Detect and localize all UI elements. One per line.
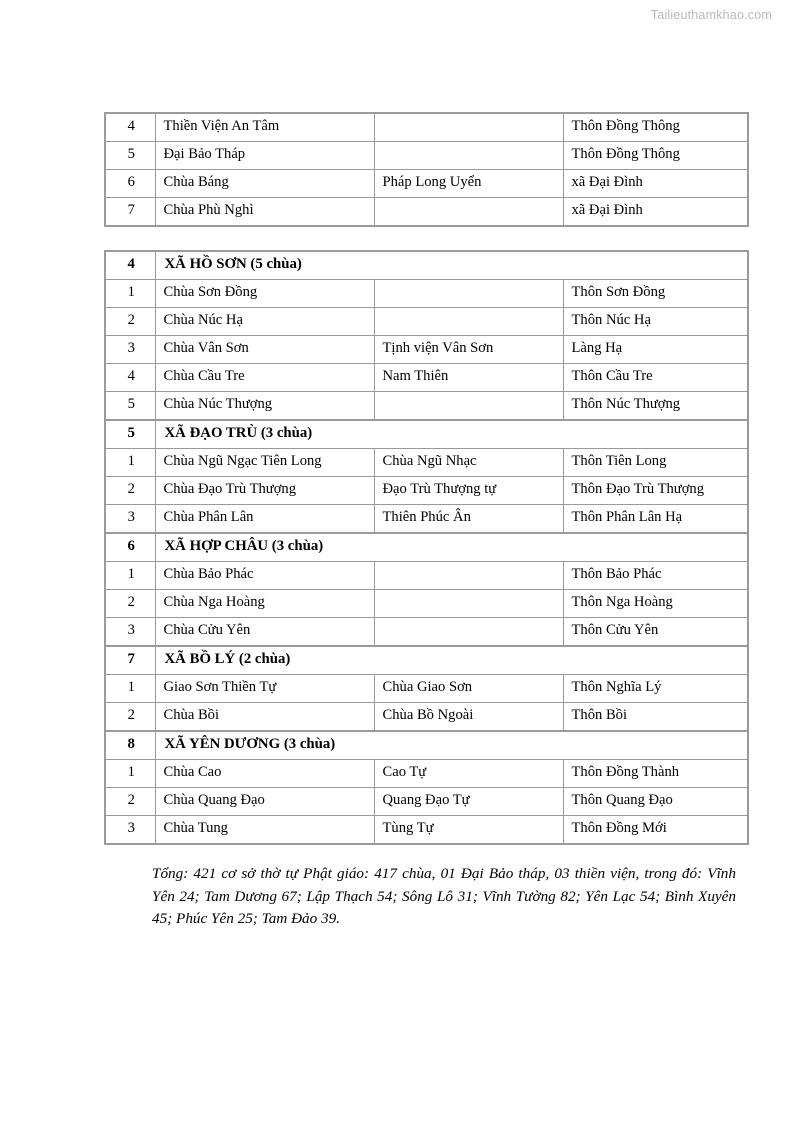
row-alt-name-cell: Chùa Ngũ Nhạc	[374, 449, 563, 477]
section-number-cell: 5	[105, 420, 155, 449]
row-index-cell: 3	[105, 618, 155, 647]
row-alt-name-cell: Chùa Giao Sơn	[374, 675, 563, 703]
table-row	[105, 816, 748, 845]
row-name-cell: Chùa Phù Nghì	[155, 198, 374, 227]
section-number-cell: 6	[105, 533, 155, 562]
continued-table	[104, 112, 749, 227]
table-row	[105, 142, 748, 170]
row-index-cell: 2	[105, 703, 155, 732]
row-location-cell: Thôn Núc Thượng	[563, 392, 748, 421]
row-name-cell: Chùa Tung	[155, 816, 374, 845]
table-sections-wrapper	[104, 250, 747, 845]
row-location-cell: Làng Hạ	[563, 336, 748, 364]
row-name-cell: Chùa Bồi	[155, 703, 374, 732]
row-location-cell: Thôn Bồi	[563, 703, 748, 732]
row-name-cell: Giao Sơn Thiền Tự	[155, 675, 374, 703]
row-location-cell: Thôn Phân Lân Hạ	[563, 505, 748, 534]
row-name-cell: Chùa Sơn Đồng	[155, 280, 374, 308]
row-name-cell: Chùa Núc Thượng	[155, 392, 374, 421]
row-alt-name-cell: Tùng Tự	[374, 816, 563, 845]
row-alt-name-cell	[374, 198, 563, 227]
row-index-cell: 2	[105, 788, 155, 816]
table-row	[105, 703, 748, 732]
row-index-cell: 5	[105, 142, 155, 170]
table-row	[105, 170, 748, 198]
row-location-cell: Thôn Núc Hạ	[563, 308, 748, 336]
row-index-cell: 6	[105, 170, 155, 198]
section-number-cell: 7	[105, 646, 155, 675]
row-alt-name-cell: Thiên Phúc Ân	[374, 505, 563, 534]
row-location-cell: xã Đại Đình	[563, 198, 748, 227]
row-location-cell: Thôn Bảo Phác	[563, 562, 748, 590]
row-location-cell: Thôn Nga Hoàng	[563, 590, 748, 618]
table-row	[105, 336, 748, 364]
table-row	[105, 113, 748, 142]
row-name-cell: Chùa Cao	[155, 760, 374, 788]
section-title-cell: XÃ HỢP CHÂU (3 chùa)	[155, 533, 748, 562]
row-location-cell: Thôn Sơn Đồng	[563, 280, 748, 308]
row-index-cell: 3	[105, 816, 155, 845]
row-index-cell: 4	[105, 113, 155, 142]
row-location-cell: Thôn Tiên Long	[563, 449, 748, 477]
row-index-cell: 1	[105, 562, 155, 590]
row-index-cell: 3	[105, 505, 155, 534]
row-location-cell: Thôn Đồng Thông	[563, 113, 748, 142]
row-alt-name-cell: Chùa Bồ Ngoài	[374, 703, 563, 732]
row-name-cell: Chùa Ngũ Ngạc Tiên Long	[155, 449, 374, 477]
section-title-cell: XÃ YÊN DƯƠNG (3 chùa)	[155, 731, 748, 760]
row-name-cell: Thiền Viện An Tâm	[155, 113, 374, 142]
row-name-cell: Chùa Vân Sơn	[155, 336, 374, 364]
row-alt-name-cell: Đạo Trù Thượng tự	[374, 477, 563, 505]
section-title-cell: XÃ BỒ LÝ (2 chùa)	[155, 646, 748, 675]
section-header-row	[105, 533, 748, 562]
section-number-cell: 8	[105, 731, 155, 760]
row-alt-name-cell: Nam Thiên	[374, 364, 563, 392]
table-row	[105, 449, 748, 477]
continued-table-body	[105, 113, 748, 226]
row-name-cell: Đại Bảo Tháp	[155, 142, 374, 170]
row-alt-name-cell	[374, 562, 563, 590]
table-row	[105, 590, 748, 618]
row-name-cell: Chùa Cửu Yên	[155, 618, 374, 647]
section-header-row	[105, 420, 748, 449]
section-number-cell: 4	[105, 251, 155, 280]
sections-table-body	[105, 251, 748, 844]
section-title-cell: XÃ HỒ SƠN (5 chùa)	[155, 251, 748, 280]
row-index-cell: 2	[105, 477, 155, 505]
row-alt-name-cell: Quang Đạo Tự	[374, 788, 563, 816]
row-alt-name-cell	[374, 308, 563, 336]
row-alt-name-cell	[374, 392, 563, 421]
row-alt-name-cell: Pháp Long Uyển	[374, 170, 563, 198]
row-alt-name-cell	[374, 590, 563, 618]
row-location-cell: Thôn Nghĩa Lý	[563, 675, 748, 703]
table-row	[105, 675, 748, 703]
row-location-cell: Thôn Quang Đạo	[563, 788, 748, 816]
row-location-cell: Thôn Đồng Mới	[563, 816, 748, 845]
row-location-cell: Thôn Đồng Thành	[563, 760, 748, 788]
row-index-cell: 2	[105, 590, 155, 618]
row-index-cell: 1	[105, 675, 155, 703]
row-location-cell: Thôn Cầu Tre	[563, 364, 748, 392]
row-name-cell: Chùa Báng	[155, 170, 374, 198]
row-index-cell: 1	[105, 280, 155, 308]
row-alt-name-cell	[374, 618, 563, 647]
row-name-cell: Chùa Cầu Tre	[155, 364, 374, 392]
row-location-cell: Thôn Cửu Yên	[563, 618, 748, 647]
sections-table	[104, 250, 749, 845]
row-name-cell: Chùa Đạo Trù Thượng	[155, 477, 374, 505]
table-row	[105, 788, 748, 816]
table-row	[105, 562, 748, 590]
table-row	[105, 364, 748, 392]
table-row	[105, 477, 748, 505]
summary-paragraph: Tổng: 421 cơ sở thờ tự Phật giáo: 417 chùa, 01 Đại Bảo tháp, 03 thiền viện, trong đó: Vĩnh Yên 24; Tam Dương 67; Lập Thạch 54; Sông Lô 31; Vĩnh Tường 82; Yên Lạc 54; Bình Xuyên 45; Phúc Yên 25; Tam Đảo 39.	[152, 865, 736, 927]
row-index-cell: 7	[105, 198, 155, 227]
row-index-cell: 4	[105, 364, 155, 392]
row-alt-name-cell: Cao Tự	[374, 760, 563, 788]
row-index-cell: 5	[105, 392, 155, 421]
row-name-cell: Chùa Nga Hoàng	[155, 590, 374, 618]
row-location-cell: Thôn Đạo Trù Thượng	[563, 477, 748, 505]
section-header-row	[105, 251, 748, 280]
table-row	[105, 760, 748, 788]
row-alt-name-cell	[374, 280, 563, 308]
row-alt-name-cell	[374, 142, 563, 170]
row-index-cell: 2	[105, 308, 155, 336]
row-name-cell: Chùa Bảo Phác	[155, 562, 374, 590]
section-header-row	[105, 646, 748, 675]
section-title-cell: XÃ ĐẠO TRÙ (3 chùa)	[155, 420, 748, 449]
row-index-cell: 3	[105, 336, 155, 364]
row-alt-name-cell	[374, 113, 563, 142]
row-location-cell: Thôn Đồng Thông	[563, 142, 748, 170]
table-row	[105, 392, 748, 421]
table-row	[105, 280, 748, 308]
table-row	[105, 308, 748, 336]
row-alt-name-cell: Tịnh viện Vân Sơn	[374, 336, 563, 364]
table-row	[105, 618, 748, 647]
row-name-cell: Chùa Núc Hạ	[155, 308, 374, 336]
section-header-row	[105, 731, 748, 760]
row-name-cell: Chùa Phân Lân	[155, 505, 374, 534]
row-location-cell: xã Đại Đình	[563, 170, 748, 198]
watermark-text: Tailieuthamkhao.com	[650, 8, 772, 22]
table-row	[105, 505, 748, 534]
table-continued-wrapper	[104, 112, 747, 227]
row-index-cell: 1	[105, 760, 155, 788]
row-index-cell: 1	[105, 449, 155, 477]
row-name-cell: Chùa Quang Đạo	[155, 788, 374, 816]
table-row	[105, 198, 748, 227]
